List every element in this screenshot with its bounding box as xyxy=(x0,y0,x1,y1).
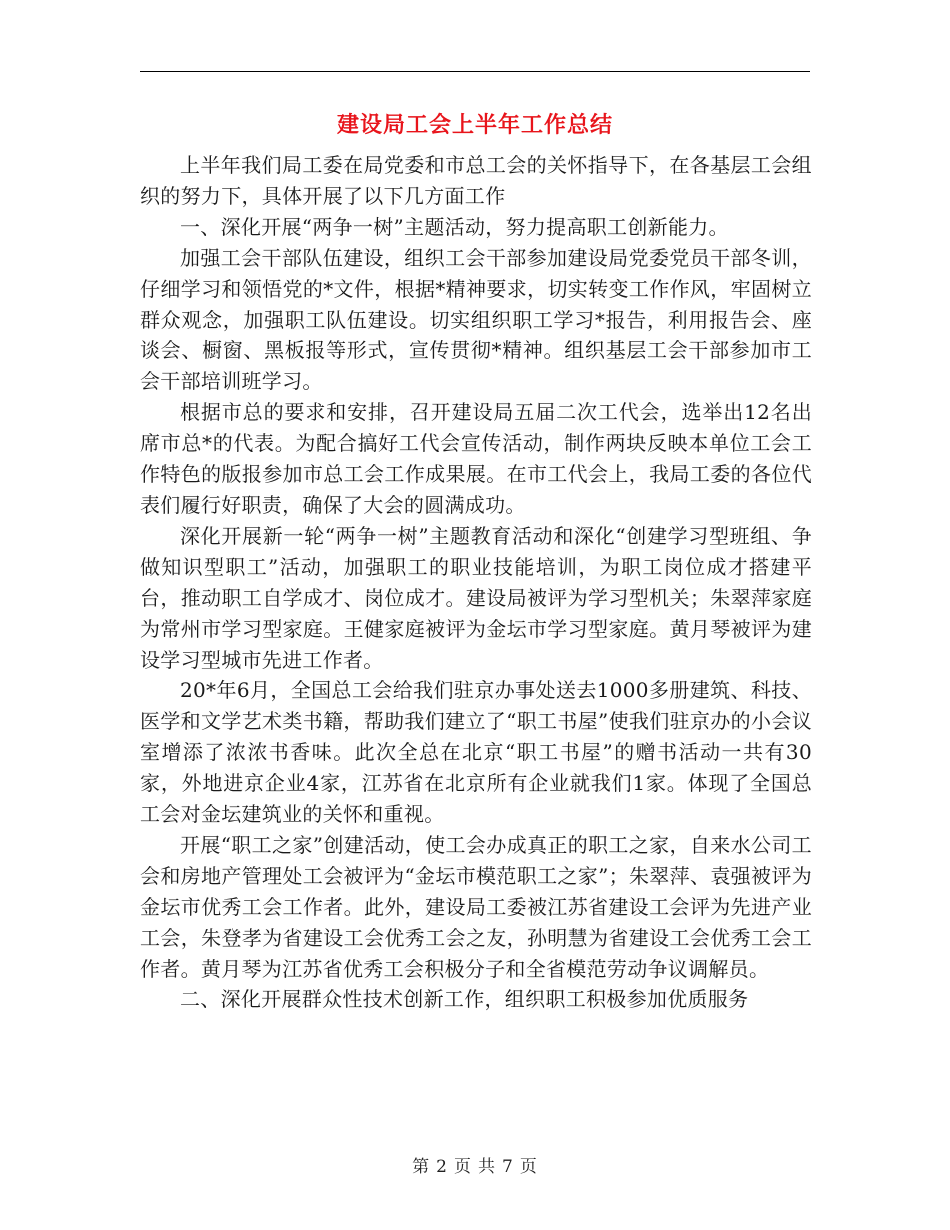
paragraph-workers-home: 开展“职工之家”创建活动，使工会办成真正的职工之家，自来水公司工会和房地产管理处工会被评为“金坛市模范职工之家”；朱翠萍、袁强被评为金坛市优秀工会工作者。此外，建设局工委被江苏省建设工会评为先进产业工会，朱登孝为省建设工会优秀工会之友，孙明慧为省建设工会优秀工会工作者。黄月琴为江苏省优秀工会积极分子和全省模范劳动争议调解员。 xyxy=(140,832,812,981)
footer-total-pages: 7 xyxy=(502,1157,514,1177)
document-body xyxy=(140,150,812,1015)
paragraph-workers-library: 20*年6月，全国总工会给我们驻京办事处送去1000多册建筑、科技、医学和文学艺术类书籍，帮助我们建立了“职工书屋”使我们驻京办的小会议室增添了浓浓书香味。此次全总在北京“职工书屋”的赠书活动一共有30家，外地进京企业4家，江苏省在北京所有企业就我们1家。体现了全国总工会对金坛建筑业的关怀和重视。 xyxy=(140,678,812,827)
footer-current-page: 2 xyxy=(436,1157,448,1177)
section-heading-2: 二、深化开展群众性技术创新工作，组织职工积极参加优质服务 xyxy=(180,987,749,1012)
paragraph-learning-activity: 深化开展新一轮“两争一树”主题教育活动和深化“创建学习型班组、争做知识型职工”活动，加强职工的职业技能培训，为职工岗位成才搭建平台，推动职工自学成才、岗位成才。建设局被评为学习型机关；朱翠萍家庭为常州市学习型家庭。王健家庭被评为金坛市学习型家庭。黄月琴被评为建设学习型城市先进工作者。 xyxy=(140,523,812,672)
paragraph-cadre-training: 加强工会干部队伍建设，组织工会干部参加建设局党委党员干部冬训，仔细学习和领悟党的*文件，根据*精神要求，切实转变工作作风，牢固树立群众观念，加强职工队伍建设。切实组织职工学习*报告，利用报告会、座谈会、橱窗、黑板报等形式，宣传贯彻*精神。组织基层工会干部参加市工会干部培训班学习。 xyxy=(140,245,812,394)
footer-suffix: 页 xyxy=(519,1157,538,1177)
document-title: 建设局工会上半年工作总结 xyxy=(336,112,613,138)
footer-total-word: 共 xyxy=(478,1157,496,1177)
paragraph-congress: 根据市总的要求和安排，召开建设局五届二次工代会，选举出12名出席市总*的代表。为配合搞好工代会宣传活动，制作两块反映本单位工会工作特色的版报参加市总工会工作成果展。在市工代会上，我局工委的各位代表们履行好职责，确保了大会的圆满成功。 xyxy=(140,400,812,517)
page-footer xyxy=(0,1152,950,1177)
footer-page-word: 页 xyxy=(454,1157,472,1177)
header-rule xyxy=(140,71,810,72)
paragraph-intro: 上半年我们局工委在局党委和市总工会的关怀指导下，在各基层工会组织的努力下，具体开展了以下几方面工作 xyxy=(140,153,812,208)
footer-prefix: 第 xyxy=(412,1157,431,1177)
section-heading-1: 一、深化开展“两争一树”主题活动，努力提高职工创新能力。 xyxy=(180,214,729,239)
